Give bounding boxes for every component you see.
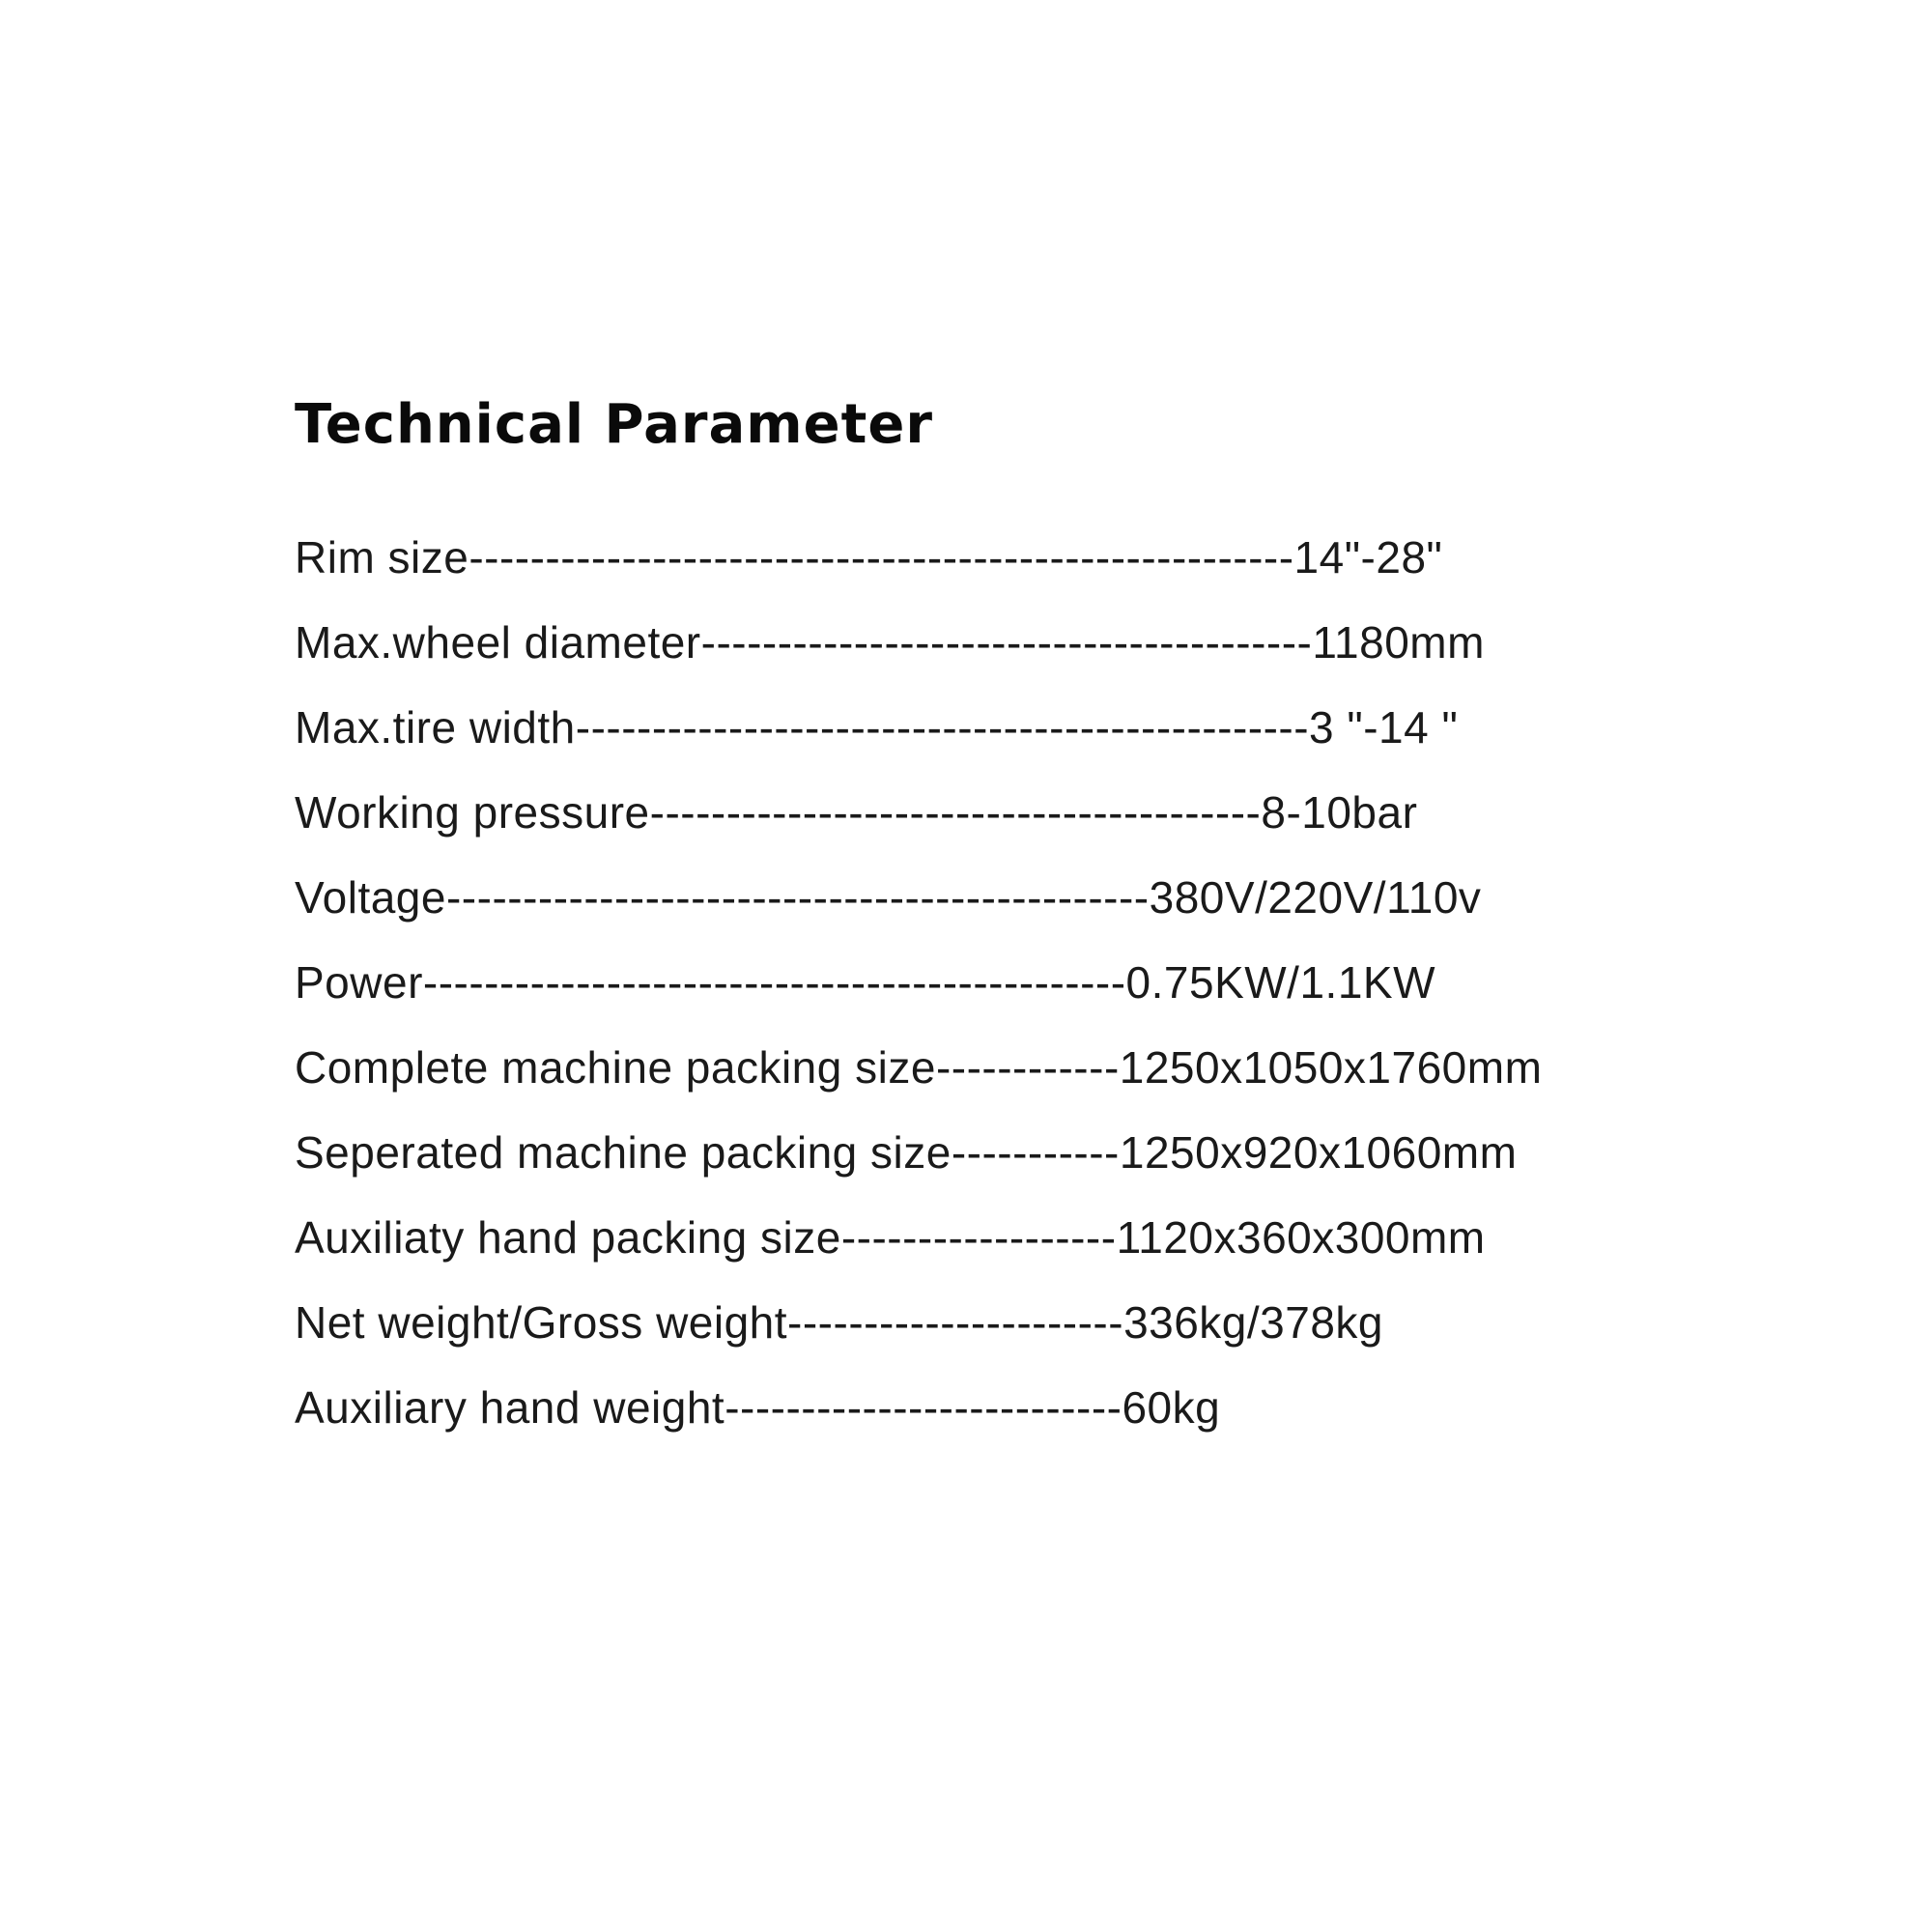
spec-leader: -------------------------- bbox=[724, 1382, 1122, 1433]
spec-value: 336kg/378kg bbox=[1123, 1297, 1384, 1348]
spec-row-working-pressure bbox=[295, 770, 1744, 855]
spec-label: Max.tire width bbox=[295, 702, 576, 753]
spec-value: 380V/220V/110v bbox=[1149, 872, 1482, 923]
spec-value: 1120x360x300mm bbox=[1116, 1212, 1486, 1263]
spec-value: 3 "-14 " bbox=[1309, 702, 1459, 753]
spec-row-voltage bbox=[295, 855, 1744, 940]
spec-leader: ---------------------------------------- bbox=[700, 617, 1313, 668]
spec-row-net-gross-weight bbox=[295, 1280, 1744, 1365]
spec-leader: ---------------------------------------------- bbox=[445, 872, 1150, 923]
spec-row-power bbox=[295, 940, 1744, 1025]
spec-leader: ----------- bbox=[951, 1127, 1120, 1178]
spec-value: 1180mm bbox=[1312, 617, 1485, 668]
spec-leader: ------------------------------------------------------ bbox=[469, 532, 1294, 582]
spec-value: 1250x920x1060mm bbox=[1119, 1127, 1518, 1178]
spec-row-rim-size bbox=[295, 515, 1744, 600]
spec-row-max-tire-width bbox=[295, 685, 1744, 770]
spec-leader: ---------------------------------------- bbox=[649, 787, 1262, 838]
spec-label: Rim size bbox=[295, 532, 469, 582]
spec-label: Net weight/Gross weight bbox=[295, 1297, 788, 1348]
spec-leader: ---------------------------------------------- bbox=[422, 957, 1126, 1008]
spec-value: 1250x1050x1760mm bbox=[1119, 1042, 1543, 1093]
spec-row-max-wheel-diameter bbox=[295, 600, 1744, 685]
spec-leader: ------------ bbox=[935, 1042, 1120, 1093]
spec-leader: ---------------------- bbox=[787, 1297, 1124, 1348]
spec-label: Auxiliary hand weight bbox=[295, 1382, 725, 1433]
spec-label: Complete machine packing size bbox=[295, 1042, 936, 1093]
spec-label: Seperated machine packing size bbox=[295, 1127, 952, 1178]
spec-value: 0.75KW/1.1KW bbox=[1125, 957, 1435, 1008]
spec-leader: ------------------ bbox=[840, 1212, 1117, 1263]
spec-value: 8-10bar bbox=[1261, 787, 1418, 838]
spec-label: Auxiliaty hand packing size bbox=[295, 1212, 841, 1263]
spec-value: 14"-28" bbox=[1293, 532, 1443, 582]
spec-row-seperated-machine-packing-size bbox=[295, 1110, 1744, 1195]
spec-label: Power bbox=[295, 957, 423, 1008]
spec-label: Working pressure bbox=[295, 787, 650, 838]
technical-parameter-sheet bbox=[295, 391, 1744, 1450]
spec-value: 60kg bbox=[1122, 1382, 1221, 1433]
spec-row-auxiliary-hand-weight bbox=[295, 1365, 1744, 1450]
page-title: Technical Parameter bbox=[295, 393, 933, 456]
spec-leader: ------------------------------------------------ bbox=[575, 702, 1310, 753]
spec-row-complete-machine-packing-size bbox=[295, 1025, 1744, 1110]
spec-list bbox=[295, 515, 1744, 1450]
spec-label: Voltage bbox=[295, 872, 446, 923]
spec-label: Max.wheel diameter bbox=[295, 617, 701, 668]
spec-row-auxiliaty-hand-packing-size bbox=[295, 1195, 1744, 1280]
